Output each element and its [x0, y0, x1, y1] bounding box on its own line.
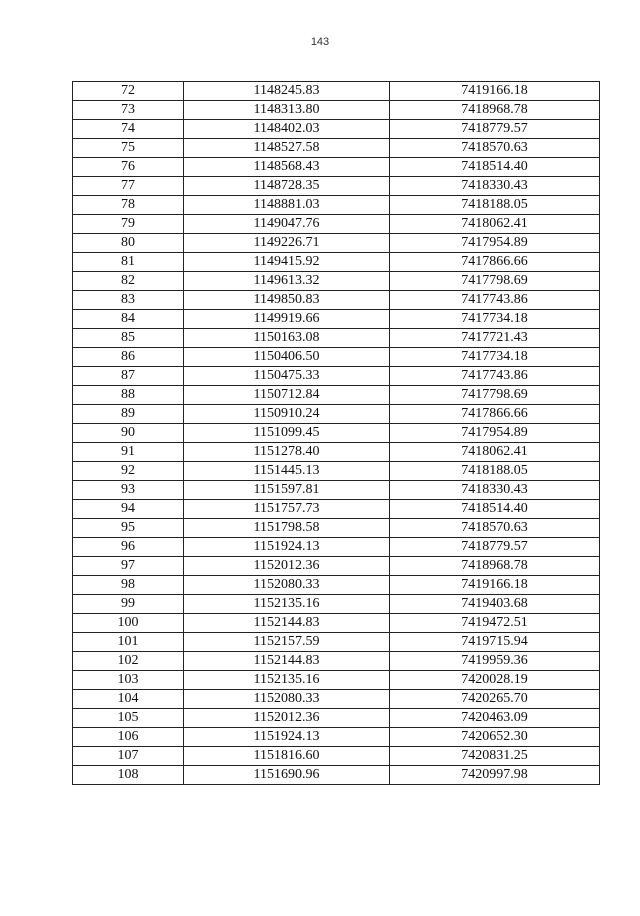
- x-coordinate-cell: 1152080.33: [184, 576, 390, 595]
- table-row: [73, 158, 600, 177]
- x-coordinate-cell: 1148402.03: [184, 120, 390, 139]
- x-coordinate-cell: 1151445.13: [184, 462, 390, 481]
- point-number-cell: 103: [73, 671, 184, 690]
- y-coordinate-cell: 7417734.18: [390, 348, 600, 367]
- point-number-cell: 85: [73, 329, 184, 348]
- table-row: [73, 614, 600, 633]
- point-number-cell: 81: [73, 253, 184, 272]
- x-coordinate-cell: 1148881.03: [184, 196, 390, 215]
- point-number-cell: 82: [73, 272, 184, 291]
- table-row: [73, 766, 600, 785]
- y-coordinate-cell: 7418514.40: [390, 500, 600, 519]
- table-row: [73, 101, 600, 120]
- page-number: 143: [310, 36, 330, 48]
- x-coordinate-cell: 1152157.59: [184, 633, 390, 652]
- table-row: [73, 443, 600, 462]
- point-number-cell: 72: [73, 82, 184, 101]
- x-coordinate-cell: 1152144.83: [184, 652, 390, 671]
- point-number-cell: 102: [73, 652, 184, 671]
- x-coordinate-cell: 1148245.83: [184, 82, 390, 101]
- point-number-cell: 93: [73, 481, 184, 500]
- point-number-cell: 88: [73, 386, 184, 405]
- x-coordinate-cell: 1152144.83: [184, 614, 390, 633]
- y-coordinate-cell: 7418330.43: [390, 177, 600, 196]
- y-coordinate-cell: 7417866.66: [390, 253, 600, 272]
- coordinate-table: [72, 81, 600, 785]
- x-coordinate-cell: 1150910.24: [184, 405, 390, 424]
- y-coordinate-cell: 7418330.43: [390, 481, 600, 500]
- y-coordinate-cell: 7417798.69: [390, 386, 600, 405]
- table-row: [73, 367, 600, 386]
- table-row: [73, 728, 600, 747]
- y-coordinate-cell: 7420831.25: [390, 747, 600, 766]
- table-row: [73, 557, 600, 576]
- y-coordinate-cell: 7417721.43: [390, 329, 600, 348]
- table-row: [73, 348, 600, 367]
- table-row: [73, 310, 600, 329]
- y-coordinate-cell: 7419403.68: [390, 595, 600, 614]
- point-number-cell: 89: [73, 405, 184, 424]
- x-coordinate-cell: 1151798.58: [184, 519, 390, 538]
- y-coordinate-cell: 7417954.89: [390, 424, 600, 443]
- y-coordinate-cell: 7420652.30: [390, 728, 600, 747]
- point-number-cell: 105: [73, 709, 184, 728]
- y-coordinate-cell: 7420028.19: [390, 671, 600, 690]
- x-coordinate-cell: 1151924.13: [184, 538, 390, 557]
- y-coordinate-cell: 7418062.41: [390, 443, 600, 462]
- y-coordinate-cell: 7417798.69: [390, 272, 600, 291]
- table-row: [73, 253, 600, 272]
- y-coordinate-cell: 7418968.78: [390, 101, 600, 120]
- table-row: [73, 139, 600, 158]
- table-row: [73, 424, 600, 443]
- y-coordinate-cell: 7417743.86: [390, 291, 600, 310]
- table-row: [73, 405, 600, 424]
- y-coordinate-cell: 7417743.86: [390, 367, 600, 386]
- point-number-cell: 97: [73, 557, 184, 576]
- point-number-cell: 90: [73, 424, 184, 443]
- table-row: [73, 595, 600, 614]
- y-coordinate-cell: 7418968.78: [390, 557, 600, 576]
- y-coordinate-cell: 7419959.36: [390, 652, 600, 671]
- y-coordinate-cell: 7419472.51: [390, 614, 600, 633]
- table-row: [73, 329, 600, 348]
- x-coordinate-cell: 1149850.83: [184, 291, 390, 310]
- point-number-cell: 78: [73, 196, 184, 215]
- table-row: [73, 386, 600, 405]
- y-coordinate-cell: 7420265.70: [390, 690, 600, 709]
- x-coordinate-cell: 1150475.33: [184, 367, 390, 386]
- x-coordinate-cell: 1151597.81: [184, 481, 390, 500]
- x-coordinate-cell: 1148313.80: [184, 101, 390, 120]
- table-row: [73, 272, 600, 291]
- table-row: [73, 196, 600, 215]
- point-number-cell: 92: [73, 462, 184, 481]
- point-number-cell: 73: [73, 101, 184, 120]
- table-row: [73, 652, 600, 671]
- table-row: [73, 709, 600, 728]
- y-coordinate-cell: 7419166.18: [390, 82, 600, 101]
- y-coordinate-cell: 7417734.18: [390, 310, 600, 329]
- table-row: [73, 215, 600, 234]
- x-coordinate-cell: 1152135.16: [184, 595, 390, 614]
- point-number-cell: 80: [73, 234, 184, 253]
- point-number-cell: 100: [73, 614, 184, 633]
- x-coordinate-cell: 1151816.60: [184, 747, 390, 766]
- point-number-cell: 76: [73, 158, 184, 177]
- x-coordinate-cell: 1152135.16: [184, 671, 390, 690]
- point-number-cell: 84: [73, 310, 184, 329]
- table-row: [73, 633, 600, 652]
- point-number-cell: 91: [73, 443, 184, 462]
- point-number-cell: 101: [73, 633, 184, 652]
- point-number-cell: 95: [73, 519, 184, 538]
- x-coordinate-cell: 1151690.96: [184, 766, 390, 785]
- point-number-cell: 99: [73, 595, 184, 614]
- y-coordinate-cell: 7417866.66: [390, 405, 600, 424]
- table-row: [73, 234, 600, 253]
- x-coordinate-cell: 1151757.73: [184, 500, 390, 519]
- point-number-cell: 104: [73, 690, 184, 709]
- y-coordinate-cell: 7417954.89: [390, 234, 600, 253]
- point-number-cell: 107: [73, 747, 184, 766]
- table-row: [73, 538, 600, 557]
- y-coordinate-cell: 7418188.05: [390, 462, 600, 481]
- table-row: [73, 500, 600, 519]
- x-coordinate-cell: 1152012.36: [184, 557, 390, 576]
- point-number-cell: 74: [73, 120, 184, 139]
- point-number-cell: 94: [73, 500, 184, 519]
- y-coordinate-cell: 7418514.40: [390, 158, 600, 177]
- x-coordinate-cell: 1151278.40: [184, 443, 390, 462]
- x-coordinate-cell: 1152080.33: [184, 690, 390, 709]
- y-coordinate-cell: 7418570.63: [390, 519, 600, 538]
- x-coordinate-cell: 1151099.45: [184, 424, 390, 443]
- point-number-cell: 77: [73, 177, 184, 196]
- point-number-cell: 87: [73, 367, 184, 386]
- coordinate-table-body: [73, 82, 600, 785]
- x-coordinate-cell: 1151924.13: [184, 728, 390, 747]
- y-coordinate-cell: 7420997.98: [390, 766, 600, 785]
- table-row: [73, 690, 600, 709]
- point-number-cell: 106: [73, 728, 184, 747]
- point-number-cell: 79: [73, 215, 184, 234]
- table-row: [73, 747, 600, 766]
- table-row: [73, 462, 600, 481]
- table-row: [73, 481, 600, 500]
- y-coordinate-cell: 7418062.41: [390, 215, 600, 234]
- x-coordinate-cell: 1150406.50: [184, 348, 390, 367]
- point-number-cell: 108: [73, 766, 184, 785]
- table-row: [73, 519, 600, 538]
- y-coordinate-cell: 7418779.57: [390, 120, 600, 139]
- table-row: [73, 576, 600, 595]
- y-coordinate-cell: 7420463.09: [390, 709, 600, 728]
- y-coordinate-cell: 7418779.57: [390, 538, 600, 557]
- x-coordinate-cell: 1149415.92: [184, 253, 390, 272]
- point-number-cell: 96: [73, 538, 184, 557]
- y-coordinate-cell: 7419166.18: [390, 576, 600, 595]
- table-row: [73, 177, 600, 196]
- x-coordinate-cell: 1149047.76: [184, 215, 390, 234]
- y-coordinate-cell: 7418570.63: [390, 139, 600, 158]
- x-coordinate-cell: 1150163.08: [184, 329, 390, 348]
- point-number-cell: 83: [73, 291, 184, 310]
- x-coordinate-cell: 1148728.35: [184, 177, 390, 196]
- x-coordinate-cell: 1148568.43: [184, 158, 390, 177]
- x-coordinate-cell: 1149226.71: [184, 234, 390, 253]
- y-coordinate-cell: 7418188.05: [390, 196, 600, 215]
- table-row: [73, 671, 600, 690]
- y-coordinate-cell: 7419715.94: [390, 633, 600, 652]
- x-coordinate-cell: 1150712.84: [184, 386, 390, 405]
- table-row: [73, 120, 600, 139]
- x-coordinate-cell: 1149613.32: [184, 272, 390, 291]
- table-row: [73, 82, 600, 101]
- table-row: [73, 291, 600, 310]
- point-number-cell: 75: [73, 139, 184, 158]
- point-number-cell: 98: [73, 576, 184, 595]
- point-number-cell: 86: [73, 348, 184, 367]
- x-coordinate-cell: 1152012.36: [184, 709, 390, 728]
- x-coordinate-cell: 1148527.58: [184, 139, 390, 158]
- x-coordinate-cell: 1149919.66: [184, 310, 390, 329]
